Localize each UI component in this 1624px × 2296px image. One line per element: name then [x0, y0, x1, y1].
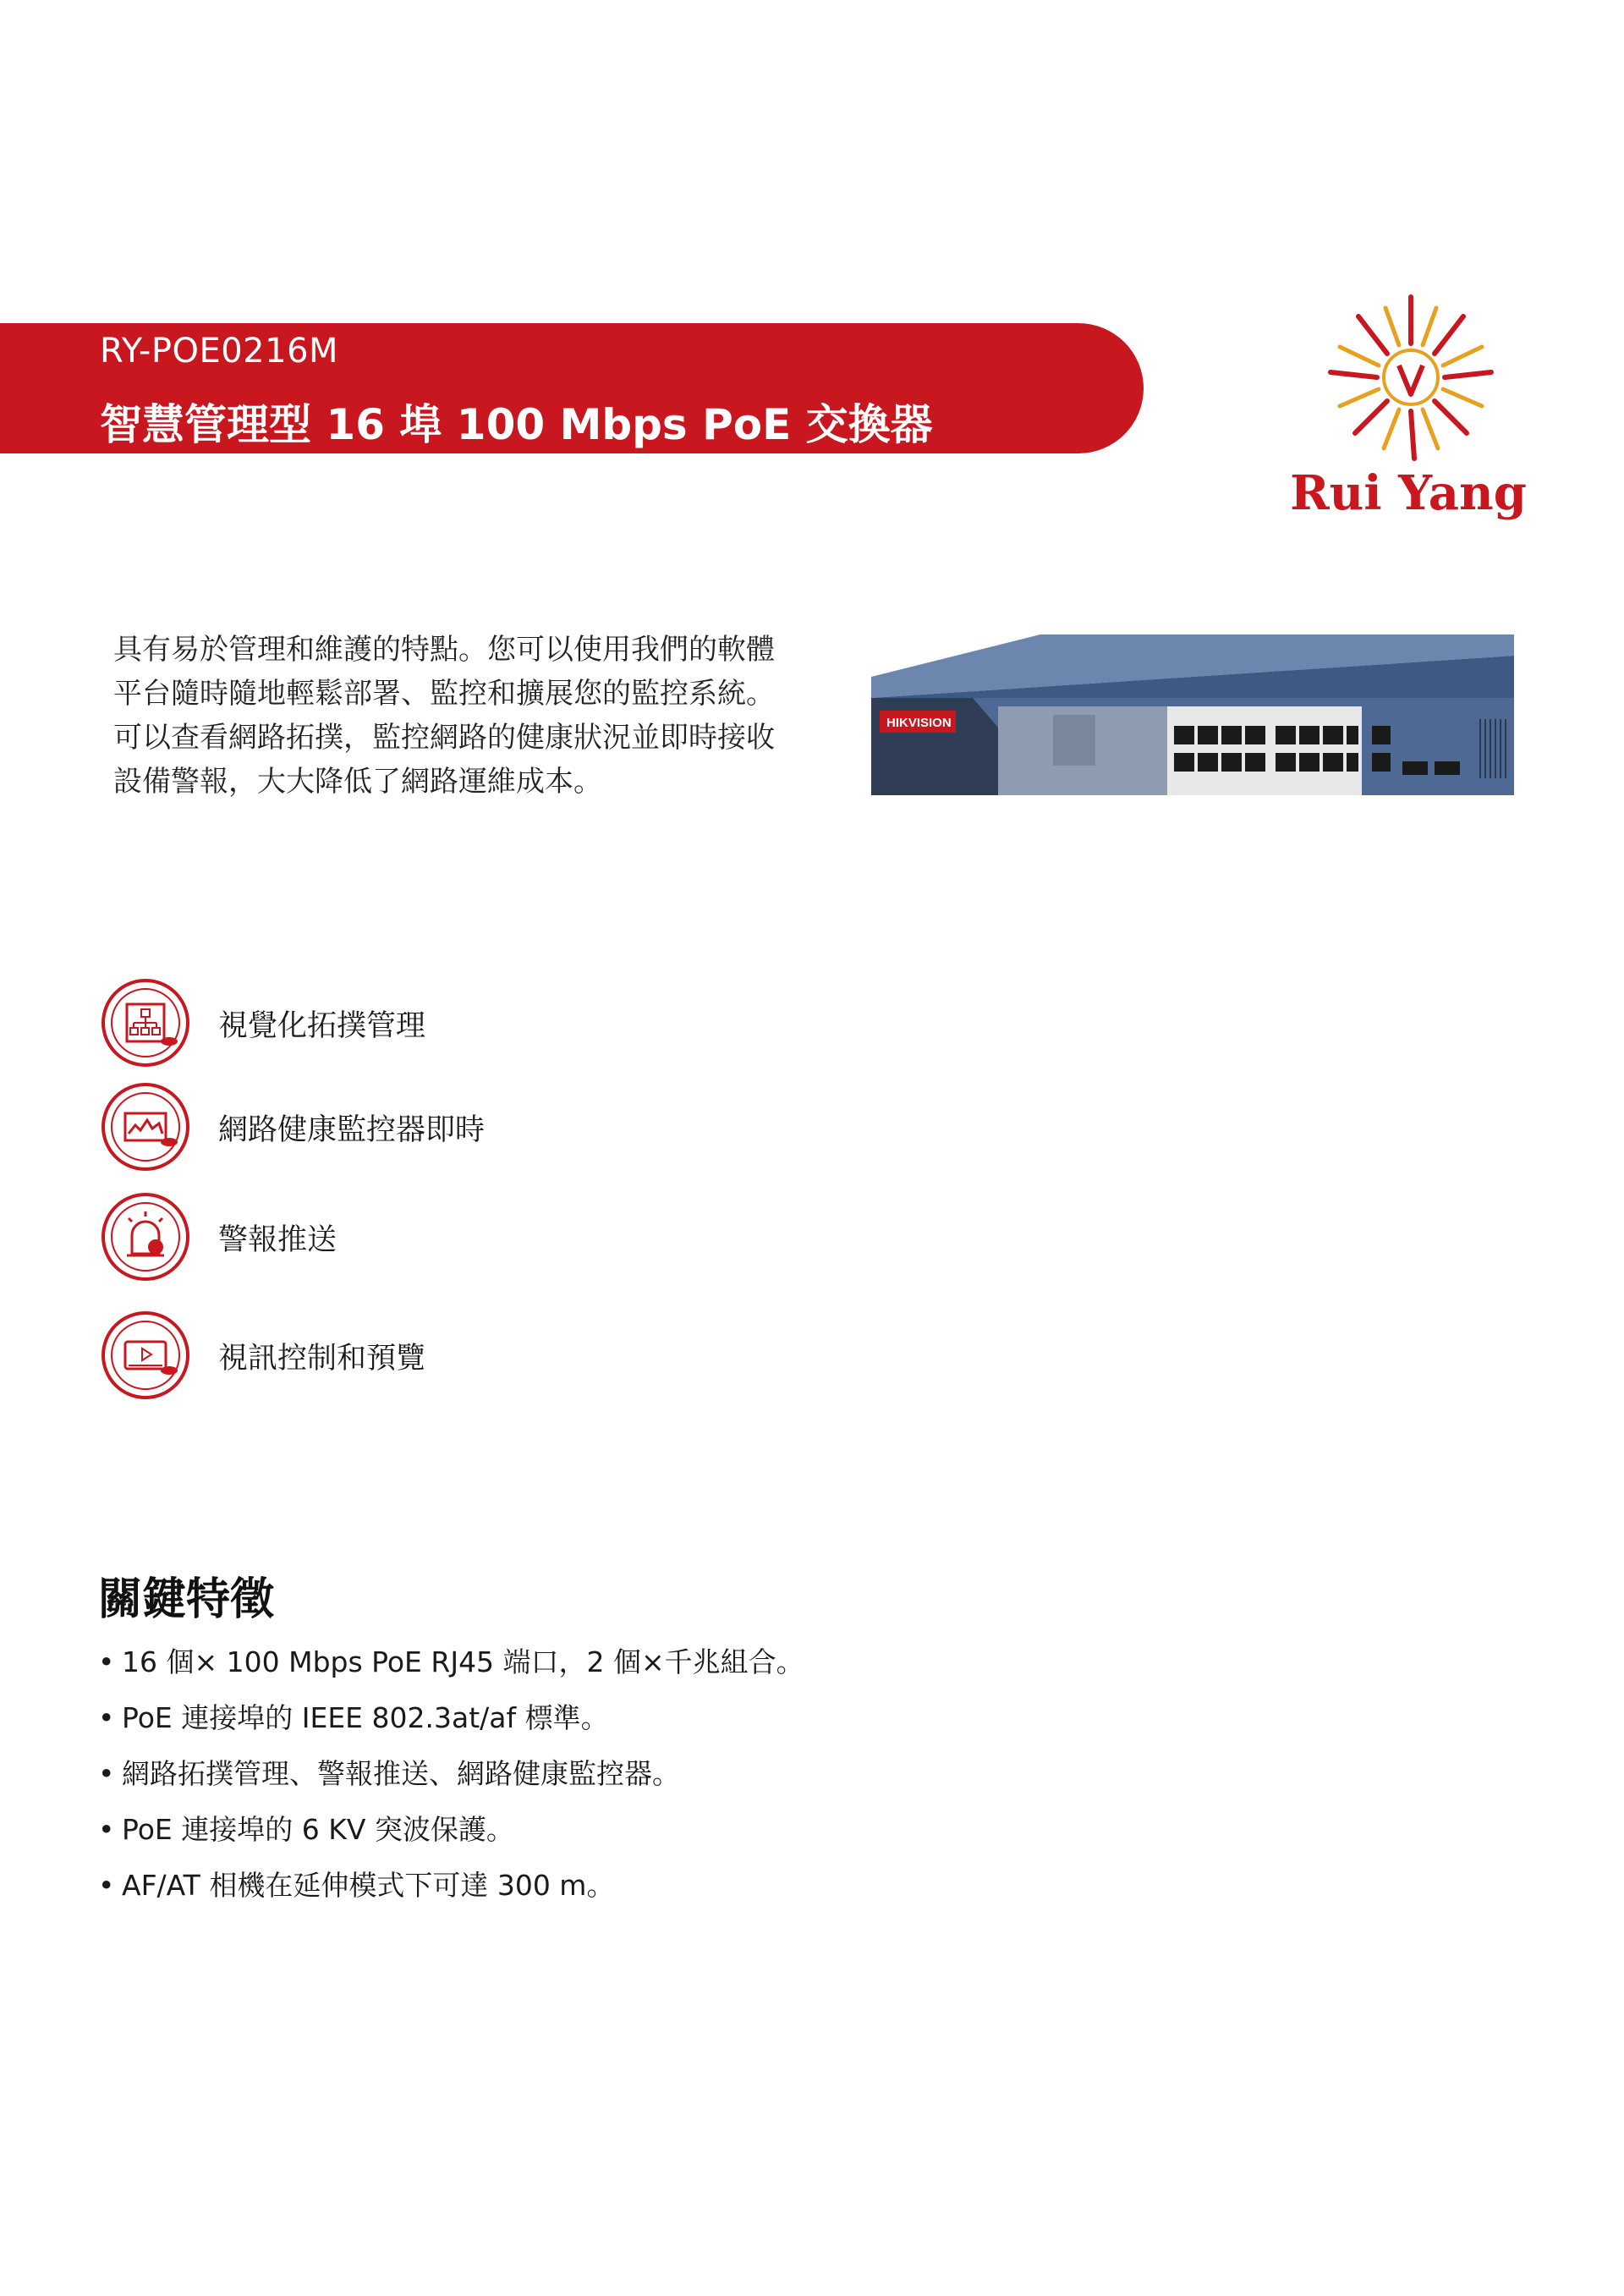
video-preview-icon	[100, 1310, 191, 1401]
feature-label: 視覺化拓撲管理	[218, 1009, 426, 1043]
bullet: •	[98, 1869, 115, 1902]
list-item: • 16 個× 100 Mbps PoE RJ45 端口，2 個×千兆組合。	[98, 1634, 1367, 1690]
page-title: 智慧管理型 16 埠 100 Mbps PoE 交換器	[100, 400, 933, 449]
intro-paragraph: 具有易於管理和維護的特點。您可以使用我們的軟體平台隨時隨地輕鬆部署、監控和擴展您的監控系統。可以查看網路拓撲，監控網路的健康狀況並即時接收設備警報，大大降低了網路運維成本。	[113, 633, 775, 799]
topology-icon	[100, 977, 191, 1068]
brand-label: HIKVISION	[886, 716, 952, 730]
list-item: • PoE 連接埠的 6 KV 突波保護。	[98, 1802, 1367, 1858]
feature-label: 視訊控制和預覽	[218, 1342, 426, 1376]
feature-health-monitor	[100, 1081, 776, 1174]
list-item: • 網路拓撲管理、警報推送、網路健康監控器。	[98, 1746, 1367, 1802]
bullet: •	[98, 1813, 115, 1846]
bullet: •	[98, 1645, 115, 1678]
logo-text: Rui Yang	[1290, 465, 1527, 521]
health-monitor-icon	[100, 1081, 191, 1173]
key-features-list	[98, 1634, 1367, 1914]
bullet: •	[98, 1701, 115, 1734]
bullet: •	[98, 1757, 115, 1790]
product-model: RY-POE0216M	[100, 332, 339, 371]
feature-video-preview	[100, 1310, 776, 1403]
list-item: • AF/AT 相機在延伸模式下可達 300 m。	[98, 1858, 1367, 1914]
alarm-icon	[100, 1191, 191, 1283]
feature-label: 警報推送	[218, 1223, 337, 1257]
key-features-title: 關鍵特徵	[98, 1574, 275, 1625]
feature-label: 網路健康監控器即時	[218, 1113, 486, 1147]
feature-topology	[100, 977, 776, 1070]
switch-product-image	[871, 626, 1514, 829]
list-item: • PoE 連接埠的 IEEE 802.3at/af 標準。	[98, 1690, 1367, 1746]
feature-alarm	[100, 1191, 776, 1284]
